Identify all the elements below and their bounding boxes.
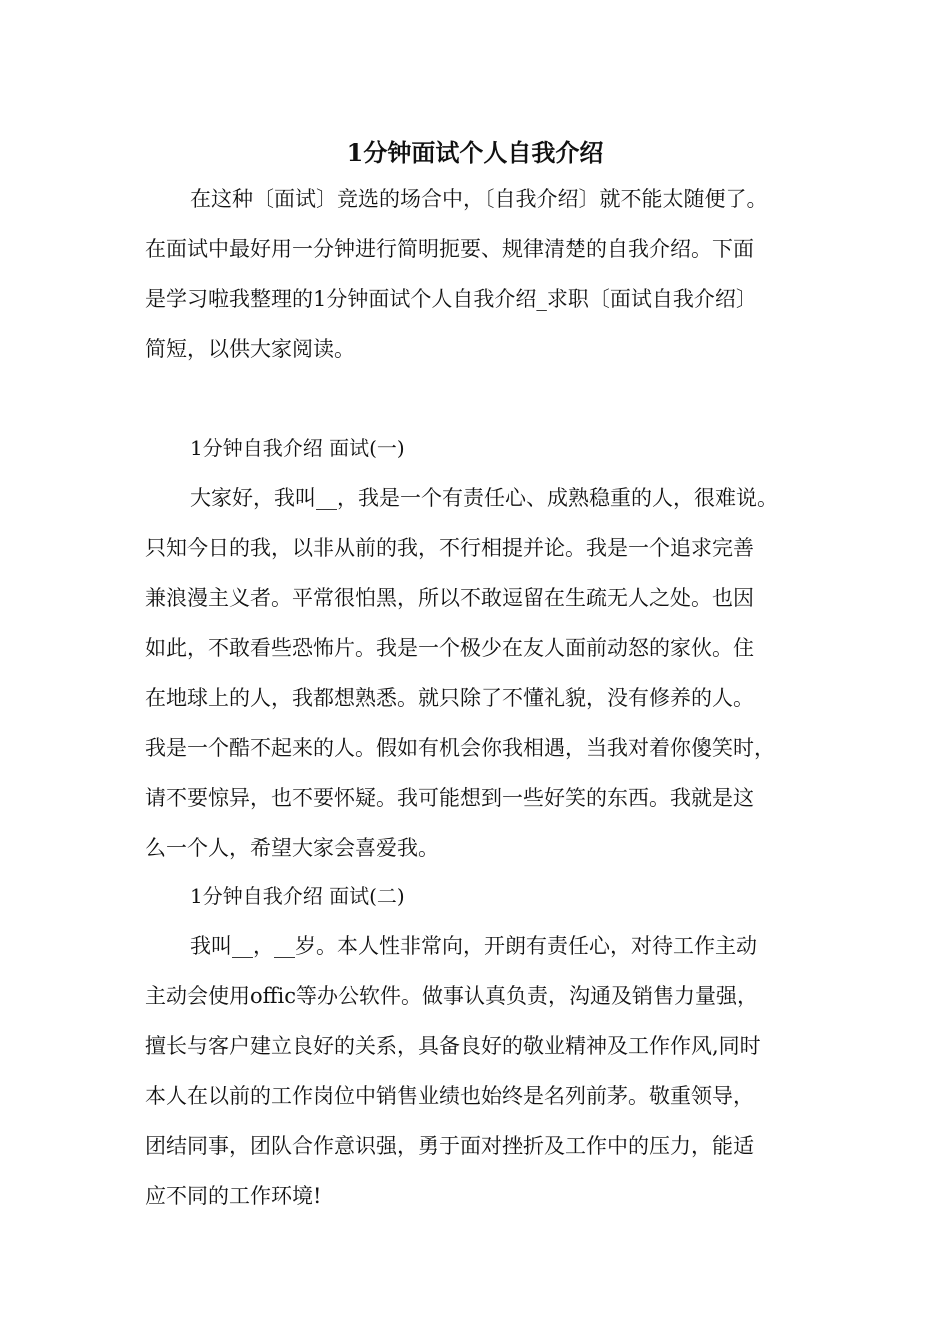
intro-line: 简短，以供大家阅读。: [145, 337, 355, 361]
intro-line: 是学习啦我整理的1分钟面试个人自我介绍_求职〔面试自我介绍〕: [145, 287, 757, 311]
section-line: 我是一个酷不起来的人。假如有机会你我相遇，当我对着你傻笑时，: [145, 736, 775, 760]
section-line: 只知今日的我，以非从前的我，不行相提并论。我是一个追求完善: [145, 536, 754, 560]
intro-line: 在这种〔面试〕竞选的场合中，〔自我介绍〕就不能太随便了。: [190, 187, 768, 211]
section-line: 主动会使用offic等办公软件。做事认真负责，沟通及销售力量强，: [145, 984, 759, 1008]
intro-line: 在面试中最好用一分钟进行简明扼要、规律清楚的自我介绍。下面: [145, 237, 754, 261]
section-line: 请不要惊异，也不要怀疑。我可能想到一些好笑的东西。我就是这: [145, 786, 754, 810]
page-title: 1分钟面试个人自我介绍: [346, 138, 604, 167]
section-line: 兼浪漫主义者。平常很怕黑，所以不敢逗留在生疏无人之处。也因: [145, 586, 754, 610]
section-line: 么一个人，希望大家会喜爱我。: [145, 836, 439, 860]
section-line: 擅长与客户建立良好的关系，具备良好的敬业精神及工作作风,同时: [145, 1034, 761, 1058]
section-line: 团结同事，团队合作意识强，勇于面对挫折及工作中的压力，能适: [145, 1134, 754, 1158]
section-line: 我叫__，__岁。本人性非常向，开朗有责任心，对待工作主动: [190, 934, 757, 958]
section-line: 大家好，我叫__，我是一个有责任心、成熟稳重的人，很难说。: [190, 486, 778, 510]
section-line: 如此，不敢看些恐怖片。我是一个极少在友人面前动怒的家伙。住: [145, 636, 754, 660]
section-heading: 1分钟自我介绍 面试(二): [190, 884, 405, 908]
section-heading: 1分钟自我介绍 面试(一): [190, 436, 405, 460]
section-line: 本人在以前的工作岗位中销售业绩也始终是名列前茅。敬重领导，: [145, 1084, 754, 1108]
section-line: 应不同的工作环境!: [145, 1184, 322, 1208]
section-line: 在地球上的人，我都想熟悉。就只除了不懂礼貌，没有修养的人。: [145, 686, 754, 710]
